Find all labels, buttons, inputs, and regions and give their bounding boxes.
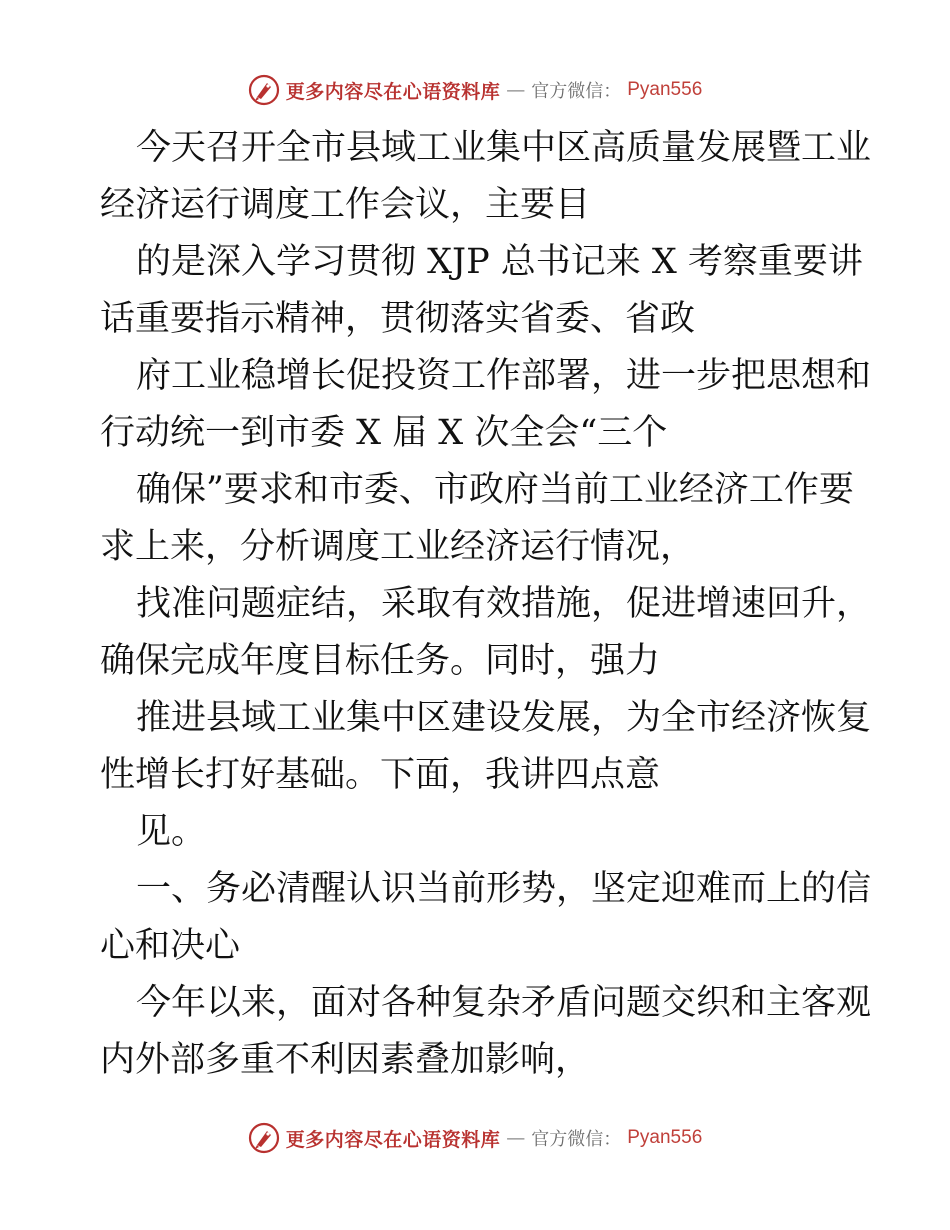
document-body [100,120,872,1089]
text-line: 的是深入学习贯彻 XJP 总书记来 X 考察重要讲 [136,242,863,282]
footer-watermark [0,1118,950,1158]
watermark-separator: — [506,79,526,101]
header-watermark [0,70,950,110]
text-line: 推进县域工业集中区建设发展，为全市经济恢复 [136,698,872,738]
text-line: 府工业稳增长促投资工作部署，进一步把思想和 [136,356,872,396]
text-line: 经济运行调度工作会议，主要目 [100,185,591,225]
text-line: 找准问题症结，采取有效措施，促进增速回升， [136,584,872,624]
text-line: 心和决心 [100,926,241,966]
watermark-separator: — [506,1127,526,1149]
text-line: 见。 [136,812,207,852]
text-line: 内外部多重不利因素叠加影响， [100,1040,591,1080]
watermark-contact-id: Pyan556 [627,1127,703,1148]
text-line: 性增长打好基础。下面，我讲四点意 [100,755,661,795]
text-line: 行动统一到市委 X 届 X 次全会“三个 [100,413,668,453]
text-line: 确保”要求和市委、市政府当前工业经济工作要 [136,470,854,510]
text-line: 今年以来，面对各种复杂矛盾问题交织和主客观 [136,983,872,1023]
watermark-contact-label: 官方微信： [531,81,622,102]
pen-nib-logo-icon [248,1122,280,1154]
watermark-contact-label: 官方微信： [531,1129,622,1150]
text-line: 一、务必清醒认识当前形势，坚定迎难而上的信 [136,869,872,909]
text-line: 确保完成年度目标任务。同时，强力 [100,641,661,681]
watermark-brand-text: 更多内容尽在心语资料库 [285,1128,501,1151]
text-line: 今天召开全市县域工业集中区高质量发展暨工业 [136,128,872,168]
text-line: 话重要指示精神，贯彻落实省委、省政 [100,299,696,339]
text-line: 求上来，分析调度工业经济运行情况， [100,527,696,567]
watermark-brand-text: 更多内容尽在心语资料库 [285,80,501,103]
pen-nib-logo-icon [248,74,280,106]
watermark-contact-id: Pyan556 [627,79,703,100]
